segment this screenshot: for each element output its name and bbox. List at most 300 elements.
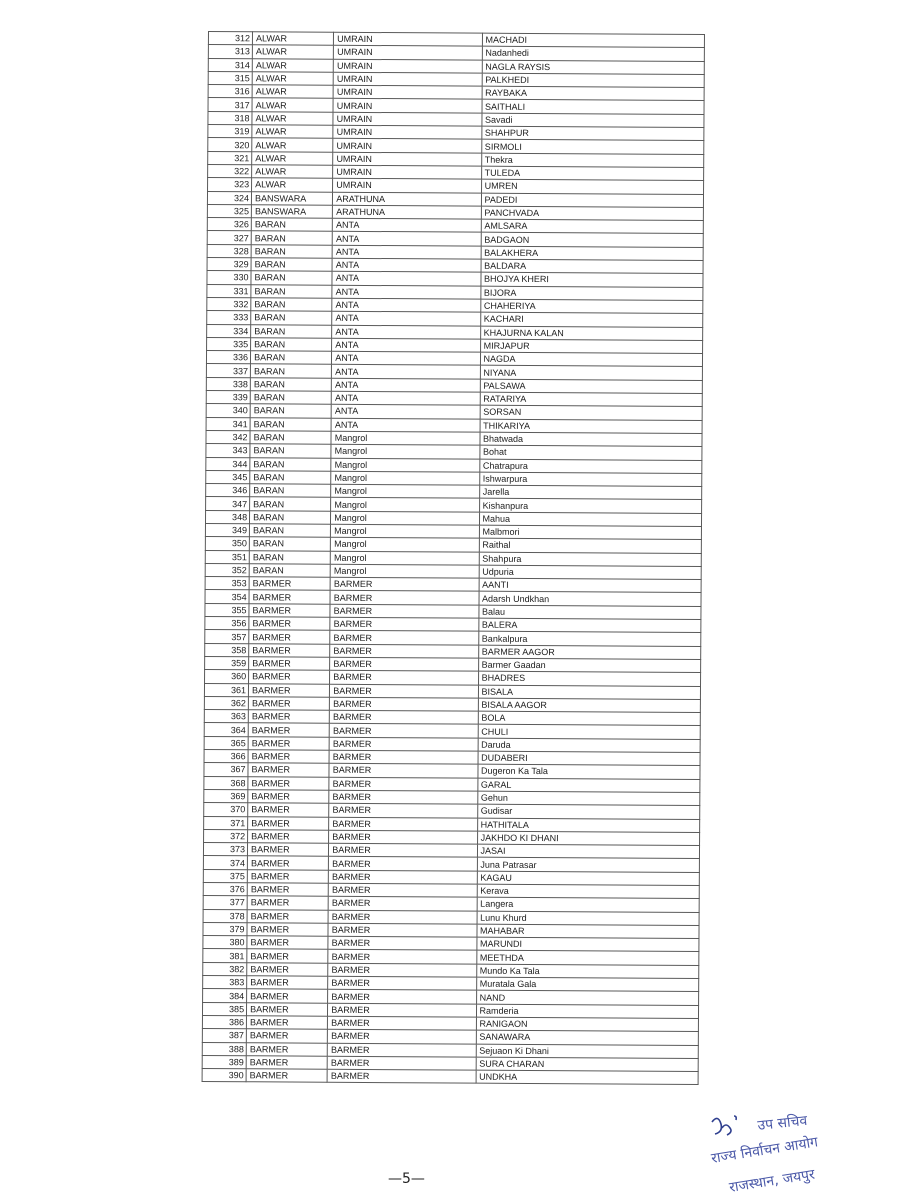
district-cell: BARAN xyxy=(250,364,331,378)
block-cell: ANTA xyxy=(332,311,480,325)
district-cell: BARMER xyxy=(249,617,330,631)
village-cell: TULEDA xyxy=(481,166,704,181)
village-cell: SAITHALI xyxy=(482,100,705,115)
district-cell: BARAN xyxy=(251,351,332,365)
village-cell: Lunu Khurd xyxy=(477,911,700,926)
district-cell: BARAN xyxy=(249,564,330,578)
row-number: 376 xyxy=(203,882,247,896)
village-cell: Thekra xyxy=(481,153,704,168)
block-cell: BARMER xyxy=(328,976,476,990)
district-cell: BARMER xyxy=(249,630,330,644)
official-seal-stamp xyxy=(700,1108,880,1198)
block-cell: BARMER xyxy=(328,1030,476,1044)
block-cell: BARMER xyxy=(328,1003,476,1017)
block-cell: UMRAIN xyxy=(334,46,482,60)
village-cell: HATHITALA xyxy=(477,818,700,833)
row-number: 324 xyxy=(207,191,251,205)
block-cell: UMRAIN xyxy=(333,139,481,153)
row-number: 318 xyxy=(208,111,252,125)
district-cell: ALWAR xyxy=(252,138,333,152)
village-cell: SORSAN xyxy=(480,405,703,420)
row-number: 356 xyxy=(205,617,249,631)
block-cell: BARMER xyxy=(327,1043,475,1057)
village-cell: BALERA xyxy=(478,618,701,633)
district-cell: BARMER xyxy=(247,963,328,977)
district-cell: BARMER xyxy=(246,1056,327,1070)
block-cell: ANTA xyxy=(332,325,480,339)
district-cell: BANSWARA xyxy=(251,205,332,219)
district-cell: BARMER xyxy=(249,643,330,657)
block-cell: Mangrol xyxy=(331,431,479,445)
block-cell: Mangrol xyxy=(331,458,479,472)
block-cell: BARMER xyxy=(330,684,478,698)
row-number: 350 xyxy=(205,537,249,551)
block-cell: UMRAIN xyxy=(333,59,481,73)
village-cell: Gudisar xyxy=(477,804,700,819)
block-cell: Mangrol xyxy=(331,511,479,525)
row-number: 325 xyxy=(207,204,251,218)
block-cell: BARMER xyxy=(327,1056,475,1070)
village-cell: Mahua xyxy=(479,512,702,527)
block-cell: BARMER xyxy=(329,817,477,831)
row-number: 349 xyxy=(205,523,249,537)
village-cell: Juna Patrasar xyxy=(477,858,700,873)
district-cell: BARMER xyxy=(248,790,329,804)
district-cell: BARAN xyxy=(251,218,332,232)
district-cell: BARMER xyxy=(246,1042,327,1056)
block-cell: ANTA xyxy=(332,272,480,286)
row-number: 340 xyxy=(206,404,250,418)
village-cell: PANCHVADA xyxy=(481,206,704,221)
district-cell: BARMER xyxy=(249,683,330,697)
row-number: 389 xyxy=(202,1055,246,1069)
district-cell: BARAN xyxy=(250,457,331,471)
village-cell: Bhatwada xyxy=(480,432,703,447)
district-cell: BARMER xyxy=(248,763,329,777)
district-cell: ALWAR xyxy=(252,112,333,126)
village-cell: Gehun xyxy=(477,791,700,806)
village-cell: Malbmori xyxy=(479,525,702,540)
district-cell: BARAN xyxy=(250,497,331,511)
district-cell: BARMER xyxy=(247,856,328,870)
row-number: 365 xyxy=(204,736,248,750)
row-number: 368 xyxy=(204,776,248,790)
village-cell: MIRJAPUR xyxy=(480,339,703,354)
block-cell: ANTA xyxy=(331,391,479,405)
block-cell: ANTA xyxy=(332,232,480,246)
district-cell: BARMER xyxy=(248,816,329,830)
row-number: 339 xyxy=(206,391,250,405)
block-cell: BARMER xyxy=(329,870,477,884)
village-cell: MAHABAR xyxy=(476,924,699,939)
block-cell: ARATHUNA xyxy=(333,192,481,206)
village-cell: UNDKHA xyxy=(476,1070,699,1085)
table-body xyxy=(202,32,704,1085)
block-cell: BARMER xyxy=(328,950,476,964)
district-cell: BARMER xyxy=(247,976,328,990)
village-cell: Langera xyxy=(477,897,700,912)
district-cell: BARAN xyxy=(250,391,331,405)
village-cell: KHAJURNA KALAN xyxy=(480,326,703,341)
village-cell: NIYANA xyxy=(480,366,703,381)
district-cell: BARMER xyxy=(249,670,330,684)
village-cell: Raithal xyxy=(479,538,702,553)
district-cell: BARAN xyxy=(250,431,331,445)
block-cell: BARMER xyxy=(329,790,477,804)
district-cell: BARMER xyxy=(247,923,328,937)
block-cell: Mangrol xyxy=(330,564,478,578)
block-cell: Mangrol xyxy=(331,538,479,552)
district-cell: ALWAR xyxy=(252,32,333,46)
row-number: 383 xyxy=(203,976,247,990)
row-number: 338 xyxy=(206,377,250,391)
row-number: 366 xyxy=(204,750,248,764)
block-cell: BARMER xyxy=(328,990,476,1004)
block-cell: BARMER xyxy=(329,803,477,817)
district-cell: BARMER xyxy=(247,896,328,910)
row-number: 375 xyxy=(203,869,247,883)
block-cell: BARMER xyxy=(329,724,477,738)
village-cell: Udpuria xyxy=(479,565,702,580)
village-cell: Chatrapura xyxy=(479,459,702,474)
village-cell: CHULI xyxy=(478,725,701,740)
district-cell: BARAN xyxy=(250,484,331,498)
row-number: 330 xyxy=(207,271,251,285)
village-cell: BALAKHERA xyxy=(481,246,704,261)
block-cell: BARMER xyxy=(329,764,477,778)
village-cell: Daruda xyxy=(478,738,701,753)
block-cell: BARMER xyxy=(328,897,476,911)
district-cell: ALWAR xyxy=(252,165,333,179)
row-number: 370 xyxy=(204,803,248,817)
district-cell: BARAN xyxy=(250,510,331,524)
district-cell: ALWAR xyxy=(252,125,333,139)
row-number: 352 xyxy=(205,563,249,577)
block-cell: BARMER xyxy=(330,631,478,645)
village-cell: Kerava xyxy=(477,884,700,899)
village-cell: RATARIYA xyxy=(480,392,703,407)
row-number: 337 xyxy=(206,364,250,378)
district-cell: BARAN xyxy=(251,271,332,285)
district-cell: BARMER xyxy=(247,883,328,897)
block-cell: UMRAIN xyxy=(333,179,481,193)
district-cell: BARAN xyxy=(250,377,331,391)
village-cell: MARUNDI xyxy=(476,937,699,952)
district-cell: BARMER xyxy=(248,736,329,750)
district-cell: BARMER xyxy=(248,710,329,724)
row-number: 362 xyxy=(204,696,248,710)
village-cell: Jarella xyxy=(479,485,702,500)
row-number: 381 xyxy=(203,949,247,963)
row-number: 364 xyxy=(204,723,248,737)
stamp-line-3: राजस्थान, जयपुर xyxy=(728,1166,816,1196)
district-cell: ALWAR xyxy=(252,98,333,112)
village-cell: KAGAU xyxy=(477,871,700,886)
village-cell: BOLA xyxy=(478,711,701,726)
row-number: 319 xyxy=(208,125,252,139)
village-cell: Bankalpura xyxy=(478,632,701,647)
district-cell: BARAN xyxy=(250,417,331,431)
village-cell: Dugeron Ka Tala xyxy=(477,764,700,779)
stamp-line-2: राज्य निर्वाचन आयोग xyxy=(710,1134,820,1167)
row-number: 314 xyxy=(208,58,252,72)
village-cell: RAYBAKA xyxy=(482,86,705,101)
village-cell: NAND xyxy=(476,991,699,1006)
district-cell: BARAN xyxy=(251,298,332,312)
block-cell: BARMER xyxy=(329,737,477,751)
village-cell: SIRMOLI xyxy=(481,140,704,155)
row-number: 342 xyxy=(206,430,250,444)
row-number: 332 xyxy=(207,297,251,311)
row-number: 386 xyxy=(202,1015,246,1029)
page-number: —5— xyxy=(388,1171,425,1187)
block-cell: ARATHUNA xyxy=(333,205,481,219)
district-cell: BARMER xyxy=(249,657,330,671)
village-cell: BISALA AAGOR xyxy=(478,698,701,713)
row-number: 353 xyxy=(205,577,249,591)
village-cell: BARMER AAGOR xyxy=(478,645,701,660)
village-cell: Kishanpura xyxy=(479,499,702,514)
block-cell: BARMER xyxy=(330,697,478,711)
village-cell: Ramderia xyxy=(476,1004,699,1019)
village-cell: Mundo Ka Tala xyxy=(476,964,699,979)
row-number: 321 xyxy=(208,151,252,165)
village-cell: NAGLA RAYSIS xyxy=(482,60,705,75)
block-cell: BARMER xyxy=(329,830,477,844)
district-cell: BARAN xyxy=(251,311,332,325)
district-cell: BARMER xyxy=(248,776,329,790)
district-cell: ALWAR xyxy=(252,151,333,165)
village-cell: MACHADI xyxy=(482,33,705,48)
row-number: 373 xyxy=(203,843,247,857)
block-cell: ANTA xyxy=(332,378,480,392)
district-cell: BARMER xyxy=(249,577,330,591)
block-cell: BARMER xyxy=(330,644,478,658)
block-cell: ANTA xyxy=(332,298,480,312)
district-cell: BARMER xyxy=(247,869,328,883)
row-number: 355 xyxy=(205,603,249,617)
district-cell: BARMER xyxy=(248,803,329,817)
village-cell: SANAWARA xyxy=(476,1030,699,1045)
row-number: 354 xyxy=(205,590,249,604)
row-number: 374 xyxy=(203,856,247,870)
district-cell: BARAN xyxy=(249,537,330,551)
row-number: 359 xyxy=(205,656,249,670)
signature-scribble xyxy=(712,1116,736,1135)
district-cell: BARAN xyxy=(250,471,331,485)
block-cell: ANTA xyxy=(332,245,480,259)
village-cell: RANIGAON xyxy=(476,1017,699,1032)
village-cell: SHAHPUR xyxy=(481,126,704,141)
row-number: 388 xyxy=(202,1042,246,1056)
village-cell: BHADRES xyxy=(478,671,701,686)
district-cell: BARMER xyxy=(248,843,329,857)
village-cell: THIKARIYA xyxy=(480,419,703,434)
row-number: 323 xyxy=(208,178,252,192)
district-cell: BARMER xyxy=(247,909,328,923)
district-cell: ALWAR xyxy=(252,178,333,192)
row-number: 379 xyxy=(203,922,247,936)
village-cell: Ishwarpura xyxy=(479,472,702,487)
district-cell: BARMER xyxy=(246,1069,327,1083)
block-cell: ANTA xyxy=(332,365,480,379)
block-cell: BARMER xyxy=(330,577,478,591)
row-number: 387 xyxy=(202,1029,246,1043)
row-number: 348 xyxy=(205,510,249,524)
district-cell: BARAN xyxy=(249,524,330,538)
row-number: 316 xyxy=(208,85,252,99)
block-cell: BARMER xyxy=(328,963,476,977)
row-number: 382 xyxy=(203,962,247,976)
block-cell: BARMER xyxy=(330,617,478,631)
block-cell: UMRAIN xyxy=(333,112,481,126)
block-cell: Mangrol xyxy=(331,498,479,512)
block-cell: UMRAIN xyxy=(333,85,481,99)
district-cell: BARMER xyxy=(249,590,330,604)
row-number: 312 xyxy=(208,32,252,46)
row-number: 384 xyxy=(203,989,247,1003)
village-cell: Savadi xyxy=(481,113,704,128)
village-cell: SURA CHARAN xyxy=(476,1057,699,1072)
row-number: 377 xyxy=(203,896,247,910)
row-number: 372 xyxy=(204,829,248,843)
block-cell: BARMER xyxy=(329,843,477,857)
village-cell: BISALA xyxy=(478,685,701,700)
village-cell: NAGDA xyxy=(480,352,703,367)
village-list-table xyxy=(202,31,705,1085)
district-cell: BARMER xyxy=(249,604,330,618)
block-cell: BARMER xyxy=(330,710,478,724)
district-cell: BARMER xyxy=(247,949,328,963)
block-cell: Mangrol xyxy=(331,471,479,485)
block-cell: BARMER xyxy=(328,910,476,924)
village-cell: PALKHEDI xyxy=(482,73,705,88)
block-cell: BARMER xyxy=(330,604,478,618)
village-cell: JAKHDO KI DHANI xyxy=(477,831,700,846)
village-cell: PADEDI xyxy=(481,193,704,208)
row-number: 371 xyxy=(204,816,248,830)
block-cell: Mangrol xyxy=(330,551,478,565)
block-cell: Mangrol xyxy=(331,524,479,538)
district-cell: ALWAR xyxy=(252,58,333,72)
village-cell: JASAI xyxy=(477,844,700,859)
row-number: 331 xyxy=(207,284,251,298)
district-cell: ALWAR xyxy=(252,85,333,99)
block-cell: BARMER xyxy=(329,857,477,871)
row-number: 335 xyxy=(207,337,251,351)
block-cell: BARMER xyxy=(328,883,476,897)
row-number: 369 xyxy=(204,789,248,803)
block-cell: BARMER xyxy=(329,750,477,764)
block-cell: ANTA xyxy=(332,351,480,365)
village-cell: BADGAON xyxy=(481,233,704,248)
village-cell: KACHARI xyxy=(480,312,703,327)
row-number: 347 xyxy=(206,497,250,511)
row-number: 341 xyxy=(206,417,250,431)
row-number: 313 xyxy=(208,45,252,59)
row-number: 380 xyxy=(203,936,247,950)
district-cell: BARAN xyxy=(251,284,332,298)
row-number: 315 xyxy=(208,71,252,85)
row-number: 329 xyxy=(207,258,251,272)
village-cell: Muratala Gala xyxy=(476,977,699,992)
row-number: 320 xyxy=(208,138,252,152)
row-number: 328 xyxy=(207,244,251,258)
row-number: 336 xyxy=(206,351,250,365)
block-cell: Mangrol xyxy=(331,484,479,498)
row-number: 345 xyxy=(206,470,250,484)
village-cell: DUDABERI xyxy=(478,751,701,766)
block-cell: BARMER xyxy=(328,1016,476,1030)
row-number: 360 xyxy=(205,670,249,684)
district-cell: BARAN xyxy=(251,338,332,352)
row-number: 333 xyxy=(207,311,251,325)
village-cell: MEETHDA xyxy=(476,951,699,966)
row-number: 378 xyxy=(203,909,247,923)
village-cell: BALDARA xyxy=(481,259,704,274)
row-number: 367 xyxy=(204,763,248,777)
district-cell: BARAN xyxy=(250,404,331,418)
block-cell: UMRAIN xyxy=(334,32,482,46)
row-number: 390 xyxy=(202,1069,246,1083)
block-cell: UMRAIN xyxy=(333,152,481,166)
district-cell: BARMER xyxy=(248,723,329,737)
block-cell: UMRAIN xyxy=(333,99,481,113)
row-number: 327 xyxy=(207,231,251,245)
block-cell: BARMER xyxy=(327,1069,475,1083)
village-cell: Bohat xyxy=(479,445,702,460)
district-cell: BARAN xyxy=(249,550,330,564)
district-cell: ALWAR xyxy=(252,45,333,59)
block-cell: Mangrol xyxy=(331,444,479,458)
district-cell: BARAN xyxy=(251,324,332,338)
block-cell: UMRAIN xyxy=(333,72,481,86)
row-number: 361 xyxy=(204,683,248,697)
village-cell: BIJORA xyxy=(480,286,703,301)
block-cell: BARMER xyxy=(330,657,478,671)
district-cell: BARMER xyxy=(246,1029,327,1043)
block-cell: BARMER xyxy=(329,777,477,791)
row-number: 317 xyxy=(208,98,252,112)
stamp-line-1: उप सचिव xyxy=(756,1112,808,1134)
block-cell: ANTA xyxy=(331,405,479,419)
village-cell: Nadanhedi xyxy=(482,46,705,61)
district-cell: BARAN xyxy=(251,231,332,245)
district-cell: BANSWARA xyxy=(252,191,333,205)
village-cell: Shahpura xyxy=(479,552,702,567)
district-cell: BARAN xyxy=(250,444,331,458)
village-cell: BHOJYA KHERI xyxy=(480,273,703,288)
row-number: 334 xyxy=(207,324,251,338)
row-number: 357 xyxy=(205,630,249,644)
village-cell: AMLSARA xyxy=(481,219,704,234)
district-cell: BARMER xyxy=(248,750,329,764)
block-cell: BARMER xyxy=(328,936,476,950)
row-number: 326 xyxy=(207,218,251,232)
district-cell: BARAN xyxy=(251,258,332,272)
row-number: 351 xyxy=(205,550,249,564)
row-number: 344 xyxy=(206,457,250,471)
block-cell: BARMER xyxy=(330,671,478,685)
village-cell: Adarsh Undkhan xyxy=(479,592,702,607)
row-number: 363 xyxy=(204,710,248,724)
block-cell: UMRAIN xyxy=(333,165,481,179)
village-cell: Sejuaon Ki Dhani xyxy=(476,1044,699,1059)
block-cell: BARMER xyxy=(328,923,476,937)
village-cell: Barmer Gaadan xyxy=(478,658,701,673)
district-cell: ALWAR xyxy=(252,72,333,86)
row-number: 385 xyxy=(202,1002,246,1016)
